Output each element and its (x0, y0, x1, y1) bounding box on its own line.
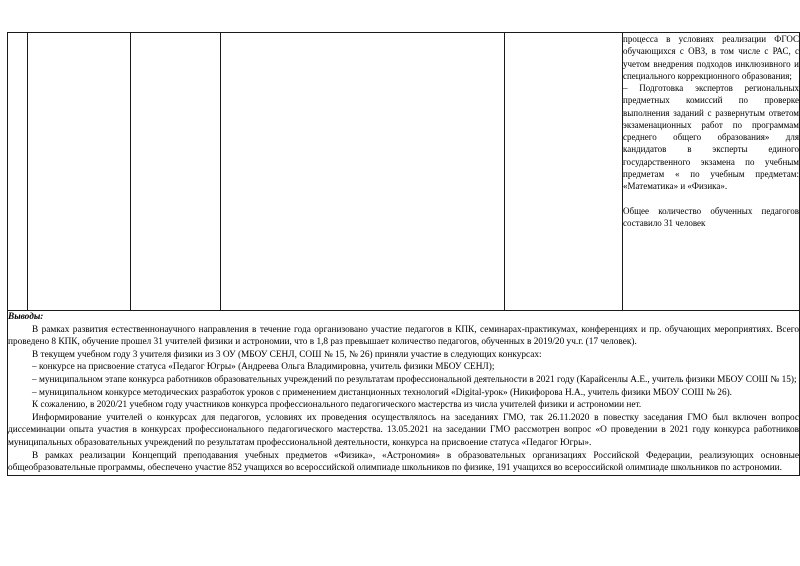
table-cell-direction (28, 33, 131, 311)
table-cell-number (8, 33, 28, 311)
conclusions-paragraph-2: В текущем учебном году 3 учителя физики из 3 ОУ (МБОУ СЕНЛ, СОШ № 15, № 26) приняли участие в следующих конкурсах: (32, 349, 542, 360)
table-cell-notes (623, 33, 800, 311)
table-cell-indicator (131, 33, 221, 311)
report-table (7, 32, 800, 476)
notes-paragraph-3: Общее количество обученных педагогов составило 31 человек (623, 205, 799, 228)
conclusions-paragraph-6: К сожалению, в 2020/21 учебном году участников конкурса профессионального педагогического мастерства из числа учителей физики и астрономии нет. (32, 400, 642, 411)
conclusions-cell (8, 311, 800, 476)
table-cell-result (505, 33, 623, 311)
conclusions-paragraph-4: – муниципальном этапе конкурса работников образовательных учреждений по результатам профессиональной деятельности в 2021 году (Карайсенлы А.Е., учитель физики МБОУ СОШ № 15); (32, 374, 797, 385)
conclusions-heading: Выводы: (8, 312, 44, 322)
conclusions-paragraph-7: Информирование учителей о конкурсах для педагогов, условиях их проведения осуществлялось на заседаниях ГМО, так 26.11.2020 в повестку заседания ГМО был включен вопрос диссеминации опыта участия в конкурсах профессионального педагогического мастерства. 13.05.2021 на заседании ГМО рассмотрен вопрос «О проведении в 2021 году конкурса работников муниципальных образовательных учреждений по результатам профессиональной деятельности, конкурса на присвоение статуса «Педагог Югры». (8, 412, 799, 448)
conclusions-paragraph-8: В рамках реализации Концепций преподавания учебных предметов «Физика», «Астрономия» в образовательных организациях Российской Федерации, реализующих основные общеобразовательные программы, обеспечено участие 852 учащихся во всероссийской олимпиаде школьников по физике, 191 учащихся во всероссийской олимпиаде школьников по астрономии. (8, 450, 799, 474)
notes-paragraph-1: процесса в условиях реализации ФГОС обучающихся с ОВЗ, в том числе с РАС, с учетом внедрения подходов инклюзивного и специального коррекционного образования; (623, 34, 799, 81)
table-row (8, 33, 800, 311)
notes-spacer (623, 192, 799, 204)
conclusions-paragraph-3: – конкурсе на присвоение статуса «Педагог Югры» (Андреева Ольга Владимировна, учитель физики МБОУ СЕНЛ); (32, 362, 495, 373)
notes-paragraph-2: – Подготовка экспертов региональных предметных комиссий по проверке выполнения заданий с развернутым ответом экзаменационных работ по программам среднего общего образования» для кандидатов в эксперты единого государственного экзамена по учебным предметам « по учебным предметам: «Математика» и «Физика». (623, 83, 799, 191)
table-cell-description (221, 33, 505, 311)
conclusions-paragraph-5: – муниципальном конкурсе методических разработок уроков с применением дистанционных технологий «Digital-урок» (Никифорова Н.А., учитель физики МБОУ СОШ № 26). (32, 387, 733, 398)
conclusions-paragraph-1: В рамках развития естественнонаучного направления в течение года организовано участие педагогов в КПК, семинарах-практикумах, конференциях и пр. обучающих мероприятиях. Всего проведено 8 КПК, обучение прошел 31 учителей физики и астрономии, что в 1,8 раз превышает количество педагогов, обученных в 2019/20 уч.г. (17 человек). (8, 324, 799, 348)
conclusions-row (8, 311, 800, 476)
